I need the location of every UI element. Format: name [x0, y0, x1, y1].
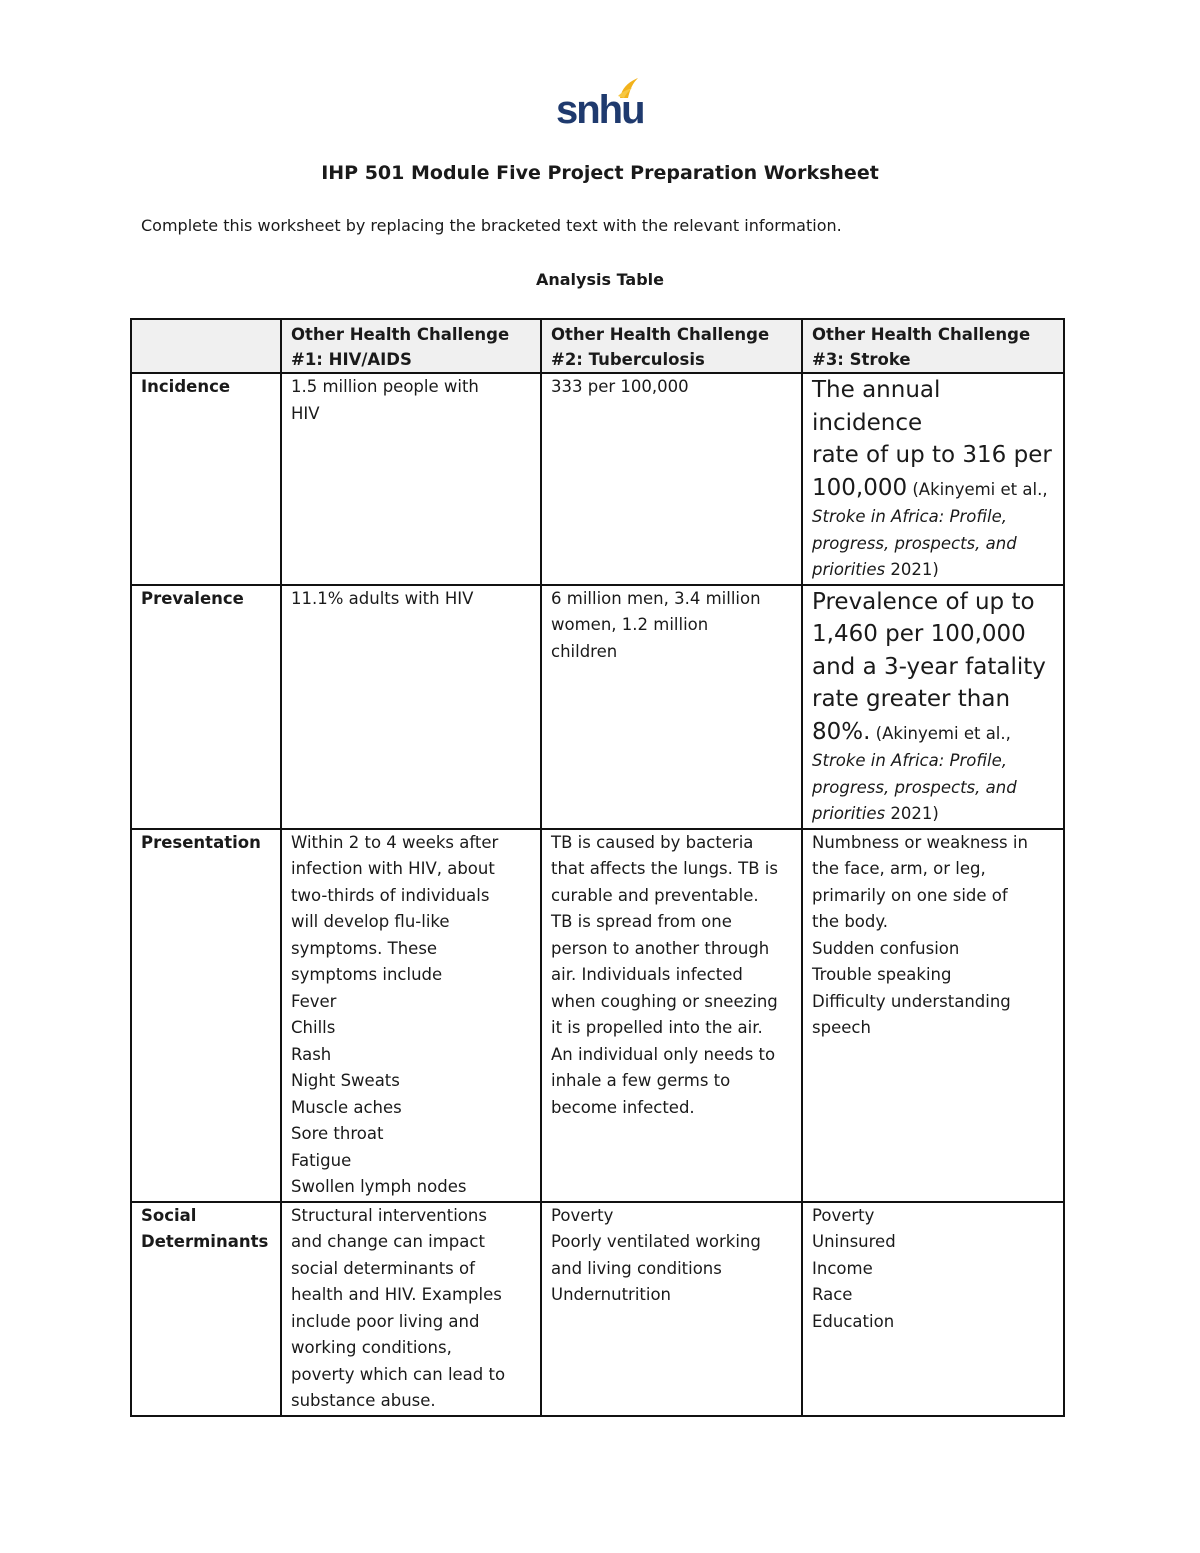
row-label-presentation: Presentation — [131, 829, 281, 1202]
cell-line: Sudden confusion — [812, 938, 960, 958]
cell-line: include poor living and — [291, 1311, 480, 1331]
cell-line: Numbness or weakness in — [812, 832, 1028, 852]
table-row — [131, 585, 1064, 829]
analysis-table — [130, 318, 1065, 1417]
cell-line: Poverty — [551, 1205, 614, 1225]
row-label-incidence: Incidence — [131, 373, 281, 585]
table-row — [131, 829, 1064, 1202]
cell-stroke-social-determinants — [802, 1202, 1064, 1416]
header-stroke: Other Health Challenge #3: Stroke — [802, 319, 1064, 373]
cell-line: health and HIV. Examples — [291, 1285, 502, 1304]
cell-line: Trouble speaking — [812, 965, 952, 984]
cell-line: and change can impact — [291, 1232, 485, 1251]
cell-line: social determinants of — [291, 1258, 475, 1278]
cell-line: poverty which can lead to — [291, 1364, 506, 1384]
page-title: IHP 501 Module Five Project Preparation Worksheet — [321, 162, 879, 184]
cell-hiv-presentation — [281, 829, 541, 1202]
cell-tb-social-determinants — [541, 1202, 802, 1416]
cell-line: when coughing or sneezing — [551, 991, 778, 1011]
cell-line: speech — [812, 1018, 871, 1037]
logo-text: snhu — [556, 88, 644, 132]
cell-line: Poorly ventilated working — [551, 1232, 761, 1251]
cell-line: Muscle aches — [291, 1097, 402, 1117]
cell-line: Uninsured — [812, 1232, 896, 1251]
cell-line: Race — [812, 1285, 853, 1304]
header-hiv: Other Health Challenge #1: HIV/AIDS — [281, 319, 541, 373]
table-row — [131, 1202, 1064, 1416]
cell-line: An individual only needs to — [551, 1044, 776, 1064]
instructions: Complete this worksheet by replacing the bracketed text with the relevant information. — [141, 216, 842, 235]
cell-line: Education — [812, 1311, 895, 1331]
row-label-social-determinants: Social Determinants — [131, 1202, 281, 1416]
cell-line: become infected. — [551, 1097, 695, 1117]
cell-tb-presentation — [541, 829, 802, 1202]
cell-line: Fatigue — [291, 1150, 352, 1170]
cell-line: Undernutrition — [551, 1285, 672, 1304]
cell-line: Rash — [291, 1044, 332, 1064]
cell-line: Swollen lymph nodes — [291, 1177, 467, 1196]
header-empty-cell — [131, 319, 281, 373]
table-row — [131, 373, 1064, 585]
cell-hiv-prevalence: 11.1% adults with HIV — [281, 585, 541, 829]
cell-line: and living conditions — [551, 1258, 722, 1278]
row-label-prevalence: Prevalence — [131, 585, 281, 829]
cell-tb-incidence: 333 per 100,000 — [541, 373, 802, 585]
cell-tb-prevalence: 6 million men, 3.4 million women, 1.2 million children — [541, 585, 802, 829]
cell-line: Chills — [291, 1018, 336, 1037]
cell-line: Within 2 to 4 weeks after — [291, 832, 499, 852]
cell-line: person to another through — [551, 938, 770, 958]
cell-hiv-social-determinants — [281, 1202, 541, 1416]
cell-line: symptoms include — [291, 965, 443, 984]
cell-line: it is propelled into the air. — [551, 1018, 763, 1037]
cell-hiv-incidence: 1.5 million people with HIV — [281, 373, 541, 585]
cell-line: Structural interventions — [291, 1205, 487, 1225]
cell-line: Poverty — [812, 1205, 875, 1225]
cell-line: TB is caused by bacteria — [551, 832, 754, 852]
table-header-row — [131, 319, 1064, 373]
cell-line: Difficulty understanding — [812, 991, 1011, 1011]
cell-line: infection with HIV, about — [291, 859, 495, 878]
cell-line: Fever — [291, 991, 337, 1011]
cell-line: symptoms. These — [291, 938, 438, 958]
cell-line: two-thirds of individuals — [291, 885, 490, 905]
cell-line: the face, arm, or leg, — [812, 859, 986, 878]
header-tb: Other Health Challenge #2: Tuberculosis — [541, 319, 802, 373]
cell-line: inhale a few germs to — [551, 1071, 731, 1090]
cell-stroke-prevalence: Prevalence of up to 1,460 per 100,000 and a 3-year fatality rate greater than 80%. (Akinyemi et al., Stroke in Africa: Profile, progress, prospects, and priorities 2021) — [802, 585, 1064, 829]
cell-line: will develop flu-like — [291, 912, 450, 931]
cell-line: working conditions, — [291, 1338, 452, 1357]
cell-line: air. Individuals infected — [551, 965, 743, 984]
cell-line: Sore throat — [291, 1124, 384, 1143]
cell-stroke-incidence: The annual incidence rate of up to 316 per 100,000 (Akinyemi et al., Stroke in Africa: Profile, progress, prospects, and priorities 2021) — [802, 373, 1064, 585]
cell-line: Night Sweats — [291, 1071, 400, 1090]
cell-line: primarily on one side of — [812, 885, 1008, 905]
cell-line: curable and preventable. — [551, 885, 759, 905]
table-title: Analysis Table — [535, 270, 665, 289]
cell-line: that affects the lungs. TB is — [551, 859, 778, 878]
snhu-logo — [556, 76, 644, 132]
cell-line: substance abuse. — [291, 1391, 436, 1410]
cell-line: TB is spread from one — [551, 912, 732, 931]
cell-line: the body. — [812, 912, 889, 931]
cell-stroke-presentation — [802, 829, 1064, 1202]
cell-line: Income — [812, 1258, 873, 1278]
